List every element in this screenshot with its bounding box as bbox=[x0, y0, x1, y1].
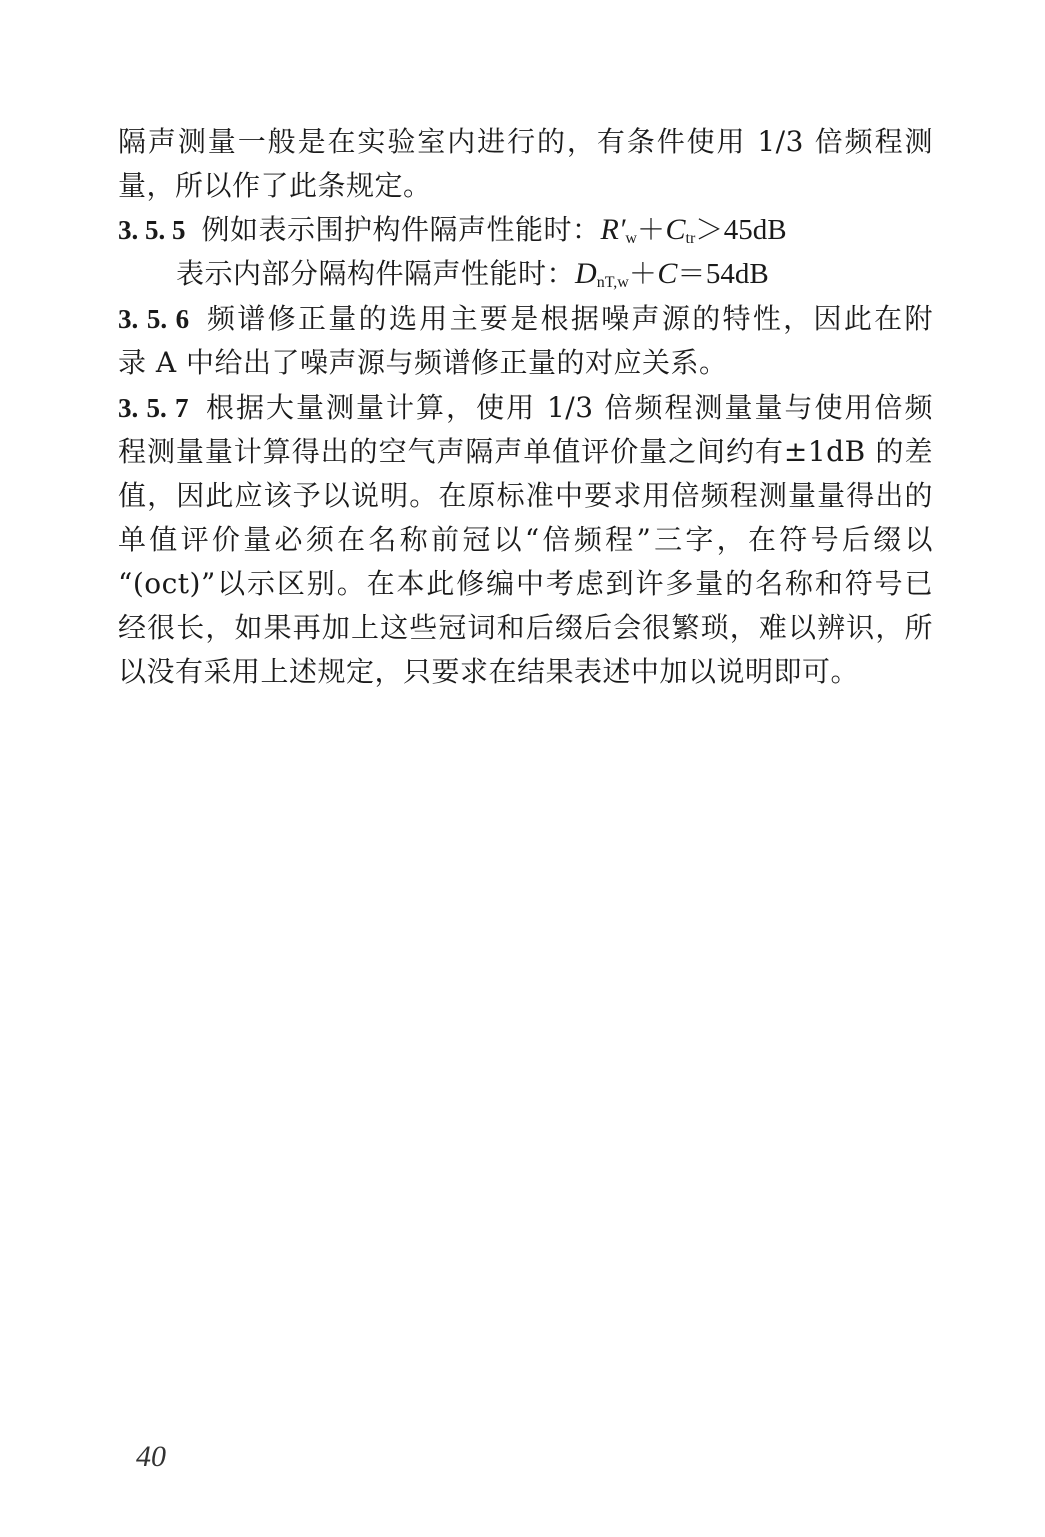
formula-operator: ＋ bbox=[628, 257, 658, 290]
formula-subscript: tr bbox=[685, 230, 696, 247]
clause-3-5-5-line-2 bbox=[176, 252, 933, 296]
clause-number: 3. 5. 5 bbox=[118, 215, 186, 245]
formula-value: 54dB bbox=[705, 258, 769, 290]
page-number: 40 bbox=[136, 1440, 166, 1473]
clause-3-5-7-line-7: 以没有采用上述规定，只要求在结果表述中加以说明即可。 bbox=[118, 655, 860, 688]
formula-var: C bbox=[665, 213, 686, 246]
formula-operator: ＋ bbox=[636, 213, 666, 246]
clause-3-5-6-line-1 bbox=[118, 297, 933, 341]
formula-var: D bbox=[575, 257, 597, 290]
clause-3-5-6-line-2: 录 A 中给出了噪声源与频谱修正量的对应关系。 bbox=[118, 346, 728, 379]
formula-subscript: w bbox=[625, 230, 637, 247]
intro-line-1: 隔声测量一般是在实验室内进行的，有条件使用 1/3 倍频程测 bbox=[118, 125, 933, 158]
intro-line-2: 量，所以作了此条规定。 bbox=[118, 169, 432, 202]
clause-text: 根据大量测量计算，使用 1/3 倍频程测量量与使用倍频 bbox=[204, 391, 933, 424]
formula-value: 45dB bbox=[723, 214, 787, 246]
formula-var: C bbox=[657, 257, 678, 290]
clause-number: 3. 5. 7 bbox=[118, 393, 189, 423]
clause-text: 频谱修正量的选用主要是根据噪声源的特性，因此在附 bbox=[205, 302, 933, 335]
clause-3-5-7-line-2: 程测量量计算得出的空气声隔声单值评价量之间约有±1dB 的差 bbox=[118, 435, 933, 468]
formula-operator: ＞ bbox=[695, 213, 724, 246]
clause-number: 3. 5. 6 bbox=[118, 304, 190, 334]
clause-text: 表示内部分隔构件隔声性能时： bbox=[176, 257, 576, 290]
clause-3-5-7-line-6: 经很长，如果再加上这些冠词和后缀后会很繁琐，难以辨识，所 bbox=[118, 611, 933, 644]
clause-3-5-5-line-1 bbox=[118, 208, 933, 252]
clause-3-5-7-line-1 bbox=[118, 386, 933, 430]
formula-operator: ＝ bbox=[677, 257, 706, 290]
clause-3-5-7-line-3: 值，因此应该予以说明。在原标准中要求用倍频程测量量得出的 bbox=[118, 479, 933, 512]
formula-subscript: nT,w bbox=[596, 274, 629, 291]
clause-3-5-7-line-5: “(oct)”以示区别。在本此修编中考虑到许多量的名称和符号已 bbox=[118, 567, 933, 600]
formula-var: R′ bbox=[600, 213, 626, 246]
clause-3-5-7-line-4: 单值评价量必须在名称前冠以“倍频程”三字，在符号后缀以 bbox=[118, 523, 933, 556]
clause-text: 例如表示围护构件隔声性能时： bbox=[201, 213, 601, 246]
